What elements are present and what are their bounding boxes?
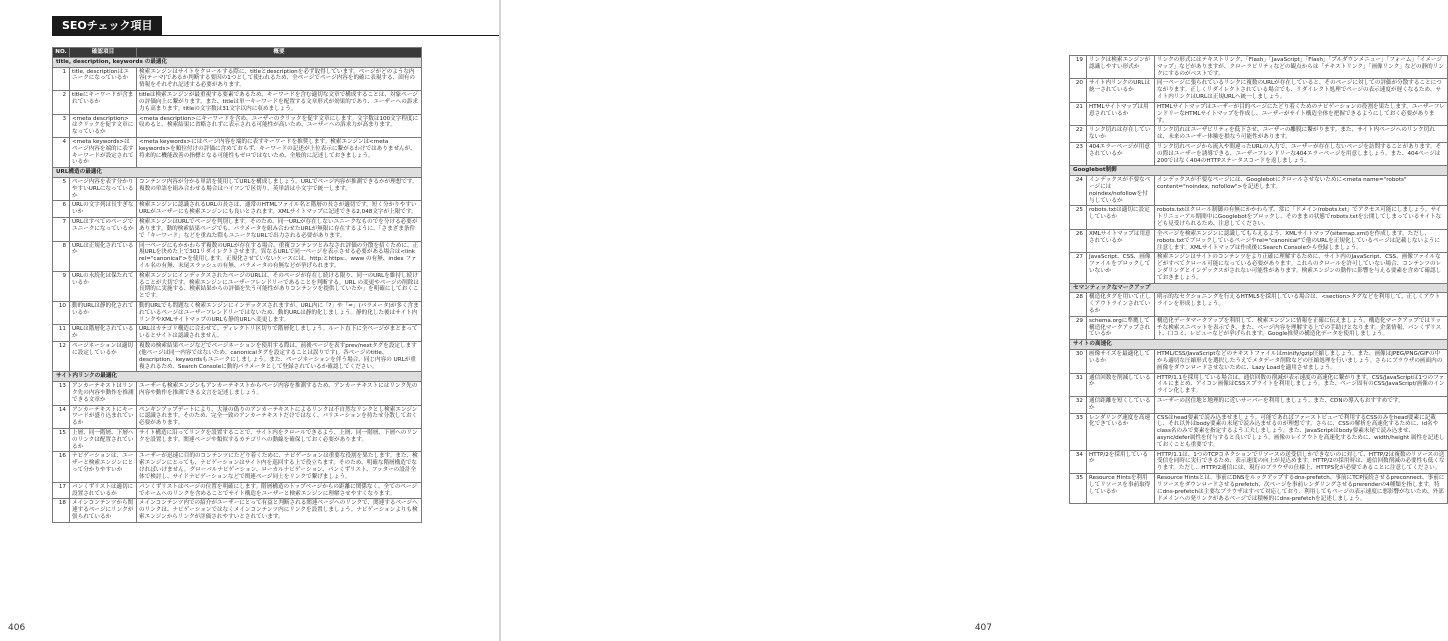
row-number: 20 — [1070, 79, 1087, 102]
section-row — [1070, 283, 1448, 293]
row-number: 26 — [1070, 229, 1087, 252]
section-label: サイトの高速化 — [1070, 340, 1448, 350]
item-description: メインコンテンツ内での紹介がユーザーにとって有益と判断される関連ページへのリンクで、関連するページへのリンクは、ナビゲーションではなくメインコンテンツ内にリンクを設置しましょう。ナビゲーションよりも検索エンジンからリンクが評価されやすいとされています。 — [137, 499, 422, 522]
table-row — [1070, 253, 1448, 283]
row-number: 18 — [53, 499, 70, 522]
check-item: 動的URLは静的化されているか — [70, 302, 137, 325]
section-label: URL構造の最適化 — [53, 168, 422, 178]
seo-checklist-table-left — [52, 47, 422, 523]
table-row — [1070, 413, 1448, 450]
section-label: セマンティックなマークアップ — [1070, 283, 1448, 293]
item-description: titleは検索エンジンが最重視する要素であるため、キーワードを含む適切な文章で構成することは、対象ページの評価向上に繋がります。また、titleは単一キーワードを配置する文章形式が効果的であり、ユーザーへの訴求力も高まります。titleの文字数は31文字以内に収めましょう。 — [137, 91, 422, 114]
check-item: robots.txtは適切に設定しているか — [1087, 206, 1155, 229]
check-item: パンくずリストは適切に設置されているか — [70, 482, 137, 499]
item-description: HTTP/1.1は、1つのTCPコネクションでリソースの送受信しかできないのに対して、HTTP/2は複数のリソースの送受信を同時に実行できるため、表示速度の向上が見込めます。HTTP/2の採用時は、通信回数削減の必要性も低くなります。ただし、HTTP/2通信には、現行のブラウザの仕様上、HTTPS化が必要であることに注意してください。 — [1155, 450, 1448, 473]
item-description: 検索エンジンはURLでページを判別します。そのため、同一URLが存在しないユニークなものでを分ける必要があります。動的検索結果ページでも、パラメータを組み合わせたURLが無限に存在するように、「さまざま条件で「キーワード」などを重ねた際もユニークなURLで出力される必要があります。 — [137, 218, 422, 241]
section-title-bar — [52, 14, 499, 38]
item-description: 検索エンジンにインデックスされたページのURLは、そのページが存在し続ける限り、同一のURLを維持し続けることが大切です。検索エンジンにユーザーフレンドリーであることを判断する。URL の変更やページの削除は長期的に実施する、検索結果からの評価を失う可能性がありコンテンツを提供していたか」を明確にしておくことです。 — [137, 271, 422, 301]
check-item: 通信距離を短くしているか — [1087, 396, 1155, 413]
table-row — [53, 178, 422, 201]
row-number: 6 — [53, 201, 70, 218]
item-description: robots.txtはクロール制御の有無にかかわらず、常に「ドメイン/robots.txt」でアクセス可能にしましょう。サイトリニューアル期間中にGooglebotをブロックし、そのままの状態でrobots.txtを公開してしまっているサイトなども見受けられるため、注意してください。 — [1155, 206, 1448, 229]
check-item: URLは正規化されているか — [70, 241, 137, 271]
table-row — [1070, 474, 1448, 504]
page-number-left: 406 — [8, 623, 26, 633]
col-header-item: 確認項目 — [70, 48, 137, 58]
table-row — [53, 271, 422, 301]
check-item: titleにキーワードが含まれているか — [70, 91, 137, 114]
table-row — [53, 342, 422, 372]
row-number: 28 — [1070, 293, 1087, 316]
table-row — [1070, 126, 1448, 143]
item-description: 構造化データマークアップを利用して、検索エンジンに情報を正確に伝えましょう。構造化マークアップではリッチな検索スニペットを表示でき、また、ページ内容を理解する上での手助けとなります。企業情報、パンくずリスト、口コミ、レビューなどが挙げられます。Google推奨の構造化データを使用しましょう。 — [1155, 316, 1448, 339]
item-description: URLはカテゴリ構造に合わせて、ディレクトリ区切りで階層化しましょう。ルート直下に全ページがまとまっているとサイトは認識されません。 — [137, 325, 422, 342]
row-number: 25 — [1070, 206, 1087, 229]
item-description: <meta description>にキーワードを含め、ユーザーのクリックを促す文章にします。文字数は100文字程度に収めると、検索結果に省略されずに表示される可能性が高いため、ユーザーへの訴求力が高まります。 — [137, 114, 422, 137]
row-number: 35 — [1070, 474, 1087, 504]
section-row — [1070, 166, 1448, 176]
item-description: 動的URLでも問題なく検索エンジンにインデックスされますが、URL内に「?」や「=」(パラメータ)が多く含まれているページはユーザーフレンドリーではないため、動的URLは静的化しましょう。静的化した後はサイト内リンクやXMLサイトマップのURLも静的URLへ変更します。 — [137, 302, 422, 325]
row-number: 10 — [53, 302, 70, 325]
table-row — [1070, 56, 1448, 79]
row-number: 21 — [1070, 102, 1087, 125]
check-item: ページネーションは適切に設定しているか — [70, 342, 137, 372]
item-description: 検索エンジンに認識されるURLの長さは、通常のHTMLファイル名と階層の長さが適切です。短く分かりやすいURLがユーザーにも検索エンジンにも良いとされます。XMLサイトマップに記述できる2,048文字が上限です。 — [137, 201, 422, 218]
row-number: 16 — [53, 452, 70, 482]
table-row — [1070, 450, 1448, 473]
row-number: 1 — [53, 67, 70, 90]
item-description: サイト構造に沿ってリンクを設置することで、サイト内をクロールできるよう、上層、同一階層、下層へのリンクを設置します。関連ページや類似するカテゴリへの動線を確保しておく必要があります。 — [137, 429, 422, 452]
row-number: 5 — [53, 178, 70, 201]
item-description: 同一ページにもかかわらず複数のURLが存在する場合、重複コンテンツとみなされ評価の分散を招くために、正規URLを決めた上で301リダイレクトさせます。異なるURLで同一ページを表示させる必要がある場合は<link rel="canonical">を使用します。正規化させていないケースには、http:とhttps:、www の有無、index ファイル名の有無、末尾スラッシュの有無、パラメータの有無などが挙げられます。 — [137, 241, 422, 271]
table-row — [53, 218, 422, 241]
row-number: 30 — [1070, 350, 1087, 373]
table-row — [53, 114, 422, 137]
check-item: インデックスが不要なページにはnoindex/nofollowを付与しているか — [1087, 176, 1155, 206]
table-row — [53, 429, 422, 452]
check-item: 通信回数を削減しているか — [1087, 373, 1155, 396]
item-description: ユーザーも検索エンジンもアンカーテキストからページ内容を推測するため、アンカーテキストにはリンク先の内容や動作を推測できる文言を記述しましょう。 — [137, 382, 422, 405]
item-description: ユーザーが迅速に目的のコンテンツにたどり着くために、ナビゲーションは重要な役割を果たします。また、検索エンジンにとっても、ナビゲーションはサイト内を巡回する上で役立ちます。そのため、明確な階層構造でなければいけません。グローバルナビゲーション、ローカルナビゲーション、パンくずリスト、フッターの設計全体で検討し、サイドナビゲーションなどで関連ページ同士をリンクで繋げましょう。 — [137, 452, 422, 482]
item-description: 同一ページに張られているリンクに複数のURLが存在していると、そのページに対しての評価が分散することにつながります。正しくリダイレクトされている場合でも、リダイレクト処理でページの表示速度が遅くなるため、サイト内リンクはURLは正規URLへ統一しましょう。 — [1155, 79, 1448, 102]
item-description: 明示的なセクショニングを行えるHTML5を採用している場合は、<section>タグなどを利用して、正しくアウトラインを形成しましょう。 — [1155, 293, 1448, 316]
table-row — [53, 482, 422, 499]
table-row — [53, 302, 422, 325]
check-item: URLはすべてのページでユニークになっているか — [70, 218, 137, 241]
table-row — [1070, 316, 1448, 339]
check-item: リンクは検索エンジンが認識しやすい形式か — [1087, 56, 1155, 79]
item-description: ペンギンアップデートにより、大量の偽りのアンカーテキストによるリンクは不自然なリンクとし検索エンジンに認識されます。そのため、完全一致のアンカーテキストだけではなく、バリエーションを持たせ分散しておく必要があります。 — [137, 405, 422, 428]
table-row — [53, 405, 422, 428]
title-rule — [52, 35, 499, 36]
table-body-right — [1070, 56, 1448, 504]
check-item: 上層、同一階層、下層へのリンクは配置されているか — [70, 429, 137, 452]
section-label: サイト内リンクの最適化 — [53, 372, 422, 382]
item-description: 検索エンジンはサイトをクロールする際に、titleとdescriptionを必ず取得しています。ページがどのような内容(テーマ)であるか判断する要因の1つとして使われるため、全ページでページ内容を的確に表現する、固有の情報をそれぞれ記述する必要があります。 — [137, 67, 422, 90]
row-number: 2 — [53, 91, 70, 114]
table-body-left — [53, 57, 422, 522]
page-number-right: 407 — [974, 623, 992, 633]
check-item: XMLサイトマップは用意されているか — [1087, 229, 1155, 252]
row-number: 4 — [53, 137, 70, 167]
check-item: schema.orgに準拠して構造化マークアップされているか — [1087, 316, 1155, 339]
row-number: 12 — [53, 342, 70, 372]
table-header-row — [53, 48, 422, 58]
table-row — [53, 91, 422, 114]
table-row — [53, 499, 422, 522]
check-item: メインコンテンツから関連するページにリンクが張られているか — [70, 499, 137, 522]
section-row — [53, 57, 422, 67]
check-item: リンク切れは存在していないか — [1087, 126, 1155, 143]
row-number: 14 — [53, 405, 70, 428]
section-title: SEOチェック項目 — [52, 16, 162, 36]
row-number: 32 — [1070, 396, 1087, 413]
check-item: <meta description>はクリックを促す文章になっているか — [70, 114, 137, 137]
check-item: 構造化タグを用いて正しくアウトラインされているか — [1087, 293, 1155, 316]
table-row — [1070, 176, 1448, 206]
table-row — [1070, 396, 1448, 413]
table-row — [53, 201, 422, 218]
row-number: 29 — [1070, 316, 1087, 339]
row-number: 8 — [53, 241, 70, 271]
check-item: HTMLサイトマップは用意されているか — [1087, 102, 1155, 125]
item-description: コンテンツ内容が分かる単語を使用してURLを構成しましょう。URLでページ内容が推測できるかが理想です。複数の単語を組み合わせる場合はハイフンで区切り、英単語は小文字で統一します。 — [137, 178, 422, 201]
item-description: HTML/CSS/JavaScriptなどのテキストファイルはminify/gzip圧縮しましょう。また、画像はJPEG/PNG/GIFの中から適切な圧縮形式を選択したうえでメタデータ削除などの圧縮処理を行いましょう。さらにブラウザの画面内の画像をダウンロードさせないために、Lazy Loadを適用させましょう。 — [1155, 350, 1448, 373]
table-row — [53, 241, 422, 271]
row-number: 19 — [1070, 56, 1087, 79]
item-description: リンク切れページから流入や間違ったURLの入力で、ユーザーが存在しないページを訪問することがあります。その際はユーザーを誘導できる、ユーザーフレンドリーな404エラーページを用意しましょう。また、404ページは200ではなく404のHTTPステータスコードを返しましょう。 — [1155, 142, 1448, 165]
check-item: URLは階層化されているか — [70, 325, 137, 342]
section-label: Googlebot制御 — [1070, 166, 1448, 176]
row-number: 23 — [1070, 142, 1087, 165]
row-number: 13 — [53, 382, 70, 405]
check-item: URLの文字列は長すぎないか — [70, 201, 137, 218]
table-row — [53, 67, 422, 90]
row-number: 3 — [53, 114, 70, 137]
check-item: HTTP/2を採用しているか — [1087, 450, 1155, 473]
section-row — [53, 168, 422, 178]
item-description: CSSはhead要素で読み込ませましょう。可能であればファーストビューで利用するCSSのみをhead要素に記載し、それ以外はbody要素の末尾で読み込ませるのが理想です。さらに、CSSの解析を高速化するために、id名やclass名のみで要素を指定するよう工夫しましょう。また、JavaScriptはbody要素末尾で読み込ませ、async/defer属性を付与すると良いでしょう。画像のレイアウトを高速化するために、width/height 属性を記述しておくことも重要です。 — [1155, 413, 1448, 450]
row-number: 17 — [53, 482, 70, 499]
check-item: アンカーテキストにキーワードが盛り込まれているか — [70, 405, 137, 428]
row-number: 15 — [53, 429, 70, 452]
item-description: <meta keywords>にはページ内容を端的に表すキーワードを推奨します。検索エンジンは<meta keywords>を順位付けの評価に含めておらず、キーワードの記述が上位表示に繋がるわけではありませんが、将来的に機能改善の指標となる可能性もゼロではないため、全般的に記述しておきましょう。 — [137, 137, 422, 167]
check-item: レンダリング速度を高速化できているか — [1087, 413, 1155, 450]
item-description: ユーザーの居住地と地理的に近いサーバーを利用しましょう。また、CDNの導入もおすすめです。 — [1155, 396, 1448, 413]
table-row — [1070, 293, 1448, 316]
table-row — [1070, 350, 1448, 373]
table-row — [1070, 79, 1448, 102]
section-label: title, description, keywords の最適化 — [53, 57, 422, 67]
seo-checklist-table-right — [1069, 55, 1448, 504]
table-row — [53, 325, 422, 342]
item-description: 検索エンジンはサイトのコンテンツをより正確に理解するために、サイト内のJavaScript、CSS、画像ファイルなどがすべてクロール可能になっている必要があります。これらのクロールを許可していない場合、コンテンツのレンダリングとインデックスがされない可能性があります。検索エンジンの動作に影響を与える要素を含めて確認しておきましょう。 — [1155, 253, 1448, 283]
col-header-no: NO. — [53, 48, 70, 58]
right-page — [501, 0, 1445, 641]
check-item: 404エラーページが用意されているか — [1087, 142, 1155, 165]
section-row — [1070, 340, 1448, 350]
item-description: HTTP/1.1を採用している場合は、通信回数の削減が表示速度の高速化に繋がります。CSS/JavaScriptは1つのファイルにまとめ、アイコン画像はCSSスプライトを利用しましょう。また、ページ固有のCSS/JavaScript/画像のインライン化します。 — [1155, 373, 1448, 396]
check-item: <meta keywords>はページ内容を端的に表すキーワードが設定されているか — [70, 137, 137, 167]
check-item: 画像サイズを最適化しているか — [1087, 350, 1155, 373]
item-description: HTMLサイトマップはユーザーが目的ページにたどり着くためのナビゲーションの役割を果たします。ユーザーフレンドリーなHTMLサイトマップを作成し、ユーザーがサイト構造全体を把握できるようにしておく必要があります。 — [1155, 102, 1448, 125]
col-header-desc: 概要 — [137, 48, 422, 58]
table-row — [1070, 142, 1448, 165]
item-description: インデックスが不要なページには、Googlebotにクロールさせないために<meta name="robots" content="noindex, nofollow">を記述します。 — [1155, 176, 1448, 206]
left-page — [0, 0, 499, 641]
row-number: 27 — [1070, 253, 1087, 283]
item-description: リンク切れはユーザビリティを低下させ、ユーザーの離脱に繋がります。また、サイト内ページへのリンク切れは、未来のユーザー体験を損なう可能性があります。 — [1155, 126, 1448, 143]
check-item: title, descriptionはユニークになっているか — [70, 67, 137, 90]
item-description: パンくずリストはページの位置を明確にします。階層構造のトップページからの距離に関係なく、全てのページでホームへのリンクを含めることでサイト構造をユーザーと検索エンジンに理解させやすくなります。 — [137, 482, 422, 499]
table-row — [1070, 373, 1448, 396]
row-number: 22 — [1070, 126, 1087, 143]
check-item: ナビゲーションは、ユーザーと検索エンジンにとって分かりやすいか — [70, 452, 137, 482]
table-row — [1070, 102, 1448, 125]
check-item: URLの永続化は保たれているか — [70, 271, 137, 301]
row-number: 7 — [53, 218, 70, 241]
row-number: 34 — [1070, 450, 1087, 473]
table-row — [1070, 206, 1448, 229]
row-number: 31 — [1070, 373, 1087, 396]
row-number: 33 — [1070, 413, 1087, 450]
check-item: ページ内容を表す分かりやすいURLになっているか — [70, 178, 137, 201]
item-description: 複数の検索結果ページなどでページネーションを使用する際は、前後ページを表すprev/nextタグを設定します(他ページは同一内容ではないため、canonicalタグを設定することは誤りです)。各ページのtitle、description、keywordsもユニークにしましょう。また、ページネーションを伴う場合、同じ内容の URLが重複されるため、Search Consoleに動的パラメータとして登録されているか確認してください。 — [137, 342, 422, 372]
check-item: アンカーテキストはリンク先の内容や動作を推測できる文章か — [70, 382, 137, 405]
item-description: Resource Hintsとは、事前にDNSをルックアップするdns-prefetch、事前にTCP接続させるpreconnect、事前にリソースをダウンロードさせるprefetch、次ページを事前レンダリングさせるprerenderの4種類を指します。特にdns-prefetchは主要なブラウザはすべて対応しており、利用してもページの表示速度に悪影響がないため、外部ドメインへの発リンクがあるページでは積極的にdns-prefetchを記述しましょう。 — [1155, 474, 1448, 504]
check-item: JavaScript、CSS、画像ファイルをブロックしていないか — [1087, 253, 1155, 283]
table-row — [1070, 229, 1448, 252]
row-number: 11 — [53, 325, 70, 342]
row-number: 9 — [53, 271, 70, 301]
row-number: 24 — [1070, 176, 1087, 206]
check-item: Resource Hintsを利用してリソースを事前取得しているか — [1087, 474, 1155, 504]
check-item: サイト内リンクのURLは統一されているか — [1087, 79, 1155, 102]
table-row — [53, 137, 422, 167]
item-description: リンクの形式にはテキストリンク、「Flash」「JavaScript」「Flash」「プルダウンメニュー」「フォーム」「イメージマップ」などがありますが、クローラビリティなどの観点からは「テキストリンク」「画像リンク」などの静的リンクにするのがベストです。 — [1155, 56, 1448, 79]
item-description: 全ページを検索エンジンに認識してもらえるよう、XMLサイトマップ(sitemap.xml)を作成します。ただし、robots.txtでブロックしているページやrel="canonical"で他のURLを正規化しているページは記載しないように注意します。XMLサイトマップは作成後にSearch Consoleから登録しましょう。 — [1155, 229, 1448, 252]
table-row — [53, 452, 422, 482]
table-row — [53, 382, 422, 405]
section-row — [53, 372, 422, 382]
